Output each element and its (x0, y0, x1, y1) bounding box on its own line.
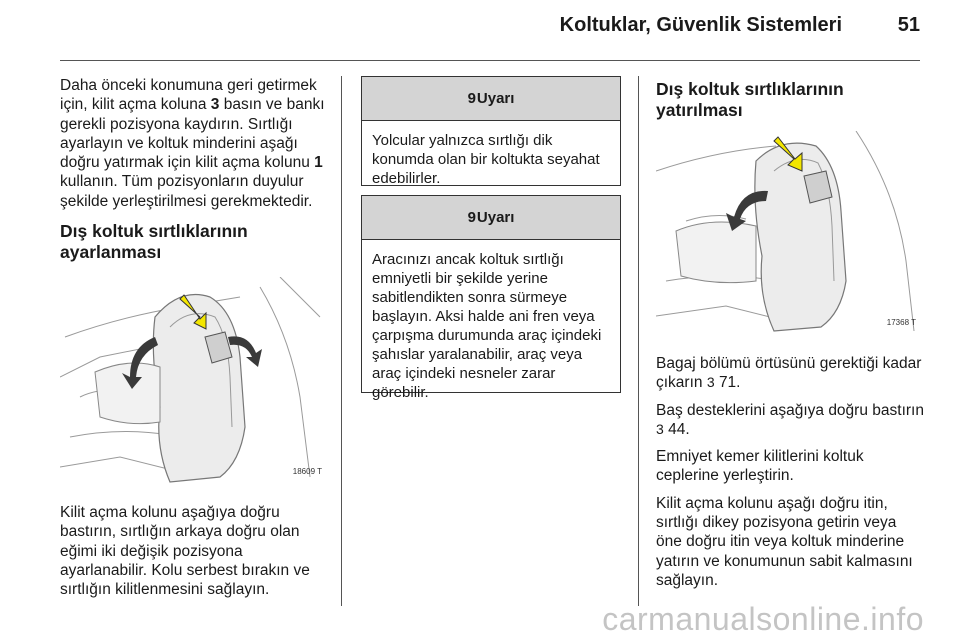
seat-fold-illustration (656, 131, 922, 336)
text-segment: Daha önceki konumuna geri getirmek için, kilit açma koluna (60, 77, 317, 114)
fold-step-2: Baş desteklerini aşağıya doğru bastırın 3 44. (656, 401, 924, 438)
section-heading-adjust: Dış koltuk sırtlıklarının ayarlanması (60, 221, 248, 263)
page-reference-icon: 3 (706, 374, 715, 391)
page-title: Koltuklar, Güvenlik Sistemleri (559, 14, 842, 36)
adjust-paragraph: Kilit açma kolunu aşağıya doğru bastırın, sırtlığın arkaya doğru olan eğimi iki değişik pozisyona ayarlanabilir. Kolu serbest bırakın ve sırtlığın kilitlenmesini sağlayın. (60, 504, 310, 599)
watermark: carmanualsonline.info (602, 601, 924, 637)
section-heading-fold: Dış koltuk sırtlıklarının yatırılması (656, 79, 844, 120)
warning-header (362, 196, 620, 240)
fold-step-4: Kilit açma kolunu aşağı doğru itin, sırtlığı dikey pozisyona getirin veya öne doğru itin veya koltuk minderine yatırın ve konumunun sabit kalmasını sağlayın. (656, 494, 913, 589)
seat-fold-drawing (656, 131, 922, 336)
text-segment: basın ve bankı gerekli pozisyona kaydırın. Sırtlığı ayarlayın ve koltuk minderini aşağı doğru yatırmak için kilit açma kolunu (60, 96, 325, 172)
page-reference-icon: 3 (656, 420, 664, 437)
header-divider (60, 60, 920, 61)
warning-box-2 (361, 195, 621, 401)
seat-adjust-illustration (60, 277, 328, 485)
warning-icon: 9 (467, 90, 476, 107)
bold-reference: 1 (314, 154, 323, 172)
seat-adjust-drawing (60, 277, 328, 485)
figure-code: 18609 T (292, 466, 322, 476)
warning-icon: 9 (467, 209, 476, 226)
warning-header (362, 77, 620, 121)
warning-title: Uyarı (476, 90, 515, 107)
bold-reference: 3 (210, 96, 220, 114)
column-3 (656, 76, 924, 598)
fold-step-1: Bagaj bölümü örtüsünü gerektiği kadar çıkarın 3 71. (656, 355, 922, 392)
text-segment: kullanın. Tüm pozisyonların duyulur şekilde yerleştirilmesi gerekmektedir. (60, 173, 313, 210)
warning-box-1 (361, 76, 621, 186)
column-1 (60, 76, 328, 608)
warning-text: Yolcular yalnızca sırtlığı dik konumda olan bir koltukta seyahat edebilirler. (372, 132, 600, 187)
fold-step-3: Emniyet kemer kilitlerini koltuk ceplerine yerleştirin. (656, 448, 864, 485)
intro-paragraph (60, 76, 328, 211)
column-divider-2 (638, 76, 639, 606)
warning-title: Uyarı (476, 209, 515, 226)
figure-code: 17368 T (886, 317, 916, 327)
page-header (0, 0, 960, 62)
warning-text: Aracınızı ancak koltuk sırtlığı emniyetli bir şekilde yerine sabitlendikten sonra sürmeye başlayın. Aksi halde ani fren veya çarpışma durumunda araç içindeki şahıslar yaralanabilir, araç veya araç içindeki nesneler zarar görebilir. (372, 251, 602, 401)
page-number: 51 (897, 14, 920, 36)
column-divider-1 (341, 76, 342, 606)
